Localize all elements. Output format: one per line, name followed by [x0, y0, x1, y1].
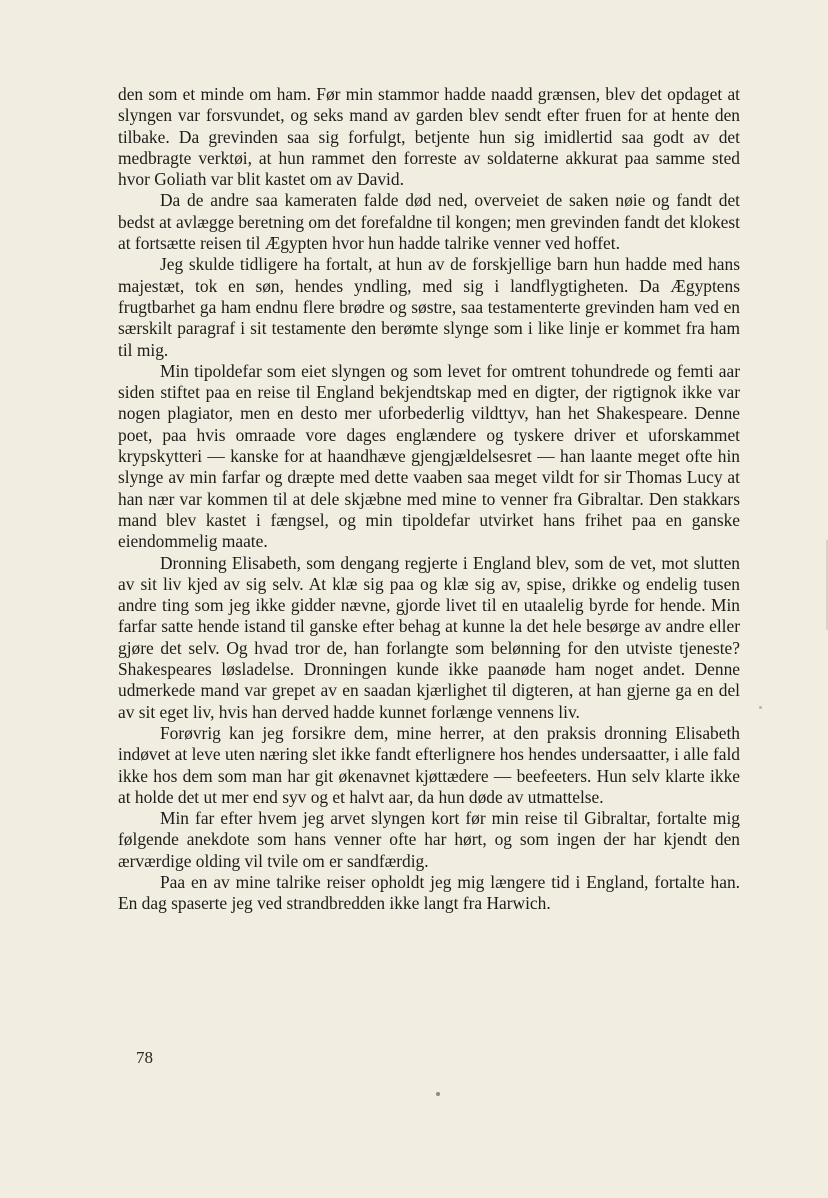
paragraph-4: Min tipoldefar som eiet slyngen og som levet for omtrent tohundrede og femti aar siden stiftet paa en reise til England bekjendtskap med en digter, der rigtignok ikke var nogen plagiator, men en desto mer uforbederlig vildttyv, han het Shakespeare. Denne poet, paa hvis omraade vore dages englændere og tyskere driver et uforskammet krypskytteri — kanske for at haandhæve gjengjældelsesret — han laante meget ofte hin slynge av min farfar og dræpte med dette vaaben saa meget vildt for sir Thomas Lucy at han nær var kommen til at dele skjæbne med mine to venner fra Gibraltar. Den stakkars mand blev kastet i fængsel, og min tipoldefar utvirket hans frihet paa en ganske eiendommelig maate.	[118, 360, 740, 552]
paragraph-2: Da de andre saa kameraten falde død ned, overveiet de saken nøie og fandt det bedst at avlægge beretning om det forefaldne til kongen; men grevinden fandt det klokest at fortsætte reisen til Ægypten hvor hun hadde talrike venner ved hoffet.	[118, 190, 740, 254]
paragraph-1: den som et minde om ham. Før min stammor hadde naadd grænsen, blev det opdaget at slyngen var forsvundet, og seks mand av garden blev sendt efter fruen for at hente den tilbake. Da grevinden saa sig forfulgt, betjente hun sig imidlertid saa godt av det medbragte verktøi, at hun rammet den forreste av soldaterne akkurat paa samme sted hvor Goliath var blit kastet om av David.	[118, 84, 740, 190]
paper-speck	[436, 1092, 440, 1096]
paragraph-7: Min far efter hvem jeg arvet slyngen kort før min reise til Gibraltar, fortalte mig følgende anekdote som hans venner ofte har hørt, og som ingen der har kjendt den ærværdige olding vil tvile om er sandfærdig.	[118, 808, 740, 871]
paragraph-6: Forøvrig kan jeg forsikre dem, mine herrer, at den praksis dronning Elisabeth indøvet at leve uten næring slet ikke fandt efterlignere hos hendes undersaatter, i alle fald ikke hos dem som man har git økenavnet kjøttædere — beefeeters. Hun selv klarte ikke at holde det ut mer end syv og et halvt aar, da hun døde av utmattelse.	[118, 722, 740, 807]
page-body-text	[118, 84, 740, 915]
paragraph-8: Paa en av mine talrike reiser opholdt jeg mig længere tid i England, fortalte han. En dag spaserte jeg ved strandbredden ikke langt fra Harwich.	[118, 871, 740, 914]
paper-speck	[759, 706, 762, 709]
paragraph-5: Dronning Elisabeth, som dengang regjerte i England blev, som de vet, mot slutten av sit liv kjed av sig selv. At klæ sig paa og klæ sig av, spise, drikke og endelig tusen andre ting som jeg ikke gidder nævne, gjorde livet til en utaalelig byrde for hende. Min farfar satte hende istand til ganske efter behag at kunne la det hele besørge av andre eller gjøre det selv. Og hvad tror de, han forlangte som belønning for den utviste tjeneste? Shakespeares løsladelse. Dronningen kunde ikke paanøde ham noget andet. Denne udmerkede mand var grepet av en saadan kjærlighet til digteren, at han gjerne ga en del av sit eget liv, hvis han derved hadde kunnet forlænge vennens liv.	[118, 552, 740, 722]
page-number: 78	[136, 1048, 153, 1067]
paragraph-3: Jeg skulde tidligere ha fortalt, at hun av de forskjellige barn hun hadde med hans majestæt, tok en søn, hendes yndling, med sig i landflygtigheten. Da Ægyptens frugtbarhet ga ham endnu flere brødre og søstre, saa testamenterte grevinden ham ved en særskilt paragraf i sit testamente den berømte slynge som i like linje er kommet fra ham til mig.	[118, 254, 740, 360]
